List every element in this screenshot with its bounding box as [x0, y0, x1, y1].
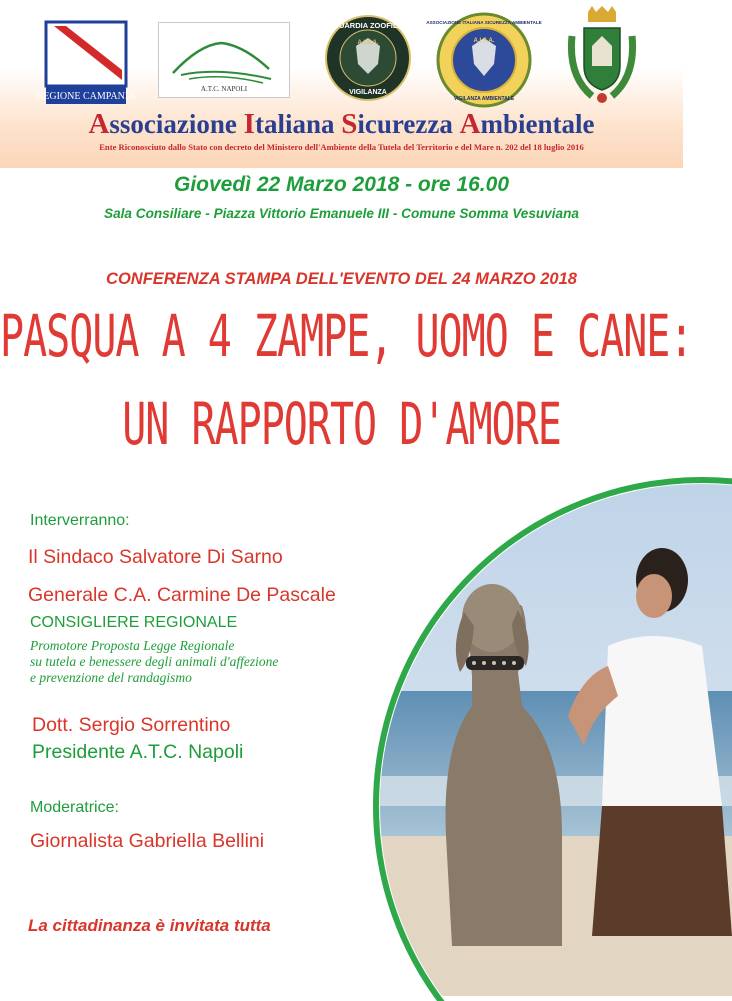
- invitation-text: La cittadinanza è invitata tutta: [28, 916, 271, 935]
- title-word-ambientale: Ambientale: [459, 108, 595, 140]
- event-title-line-2: UN RAPPORTO D'AMORE: [122, 392, 561, 459]
- speaker-doctor-role: Presidente A.T.C. Napoli: [32, 741, 244, 763]
- speaker-mayor: Il Sindaco Salvatore Di Sarno: [28, 546, 283, 568]
- regione-campania-label: REGIONE CAMPANIA: [36, 91, 136, 102]
- speakers-label: Interverranno:: [30, 512, 130, 529]
- guardia-mid-text: A.I.S.A.: [357, 40, 379, 46]
- guardia-top-text: GUARDIA ZOOFILA: [333, 21, 403, 30]
- moderator-name: Giornalista Gabriella Bellini: [30, 830, 265, 852]
- general-desc-line: e prevenzione del randagismo: [30, 670, 192, 685]
- association-subtitle: Ente Riconosciuto dallo Stato con decreto del Ministero dell'Ambiente della Tutela del Territorio e del Mare n. 202 del 18 luglio 2016: [99, 142, 584, 152]
- event-place: Sala Consiliare - Piazza Vittorio Emanuele III - Comune Somma Vesuviana: [104, 206, 579, 221]
- association-title: [0, 108, 683, 141]
- guardia-bottom-text: VIGILANZA: [349, 89, 387, 96]
- aisa-bottom-text: VIGILANZA AMBIENTALE: [453, 96, 515, 102]
- atc-napoli-logo: [158, 22, 290, 98]
- general-desc-line: Promotore Proposta Legge Regionale: [30, 638, 235, 653]
- guardia-zoofila-logo: [324, 14, 412, 102]
- event-title-line-1: PASQUA A 4 ZAMPE, UOMO E CANE:: [0, 304, 693, 371]
- comune-crest-logo: [562, 6, 642, 106]
- man-and-dog-photo: [372, 476, 732, 996]
- speaker-doctor-name: Dott. Sergio Sorrentino: [32, 714, 231, 736]
- speaker-general-description: [30, 638, 278, 686]
- title-word-sicurezza: Sicurezza: [341, 108, 460, 140]
- title-word-associazione: Associazione: [88, 108, 244, 140]
- event-date: Giovedì 22 Marzo 2018 - ore 16.00: [174, 173, 509, 196]
- aisa-mid-text: A.I.S.A.: [473, 38, 495, 44]
- general-desc-line: su tutela e benessere degli animali d'affezione: [30, 654, 279, 669]
- moderator-label: Moderatrice:: [30, 799, 119, 816]
- conference-heading: CONFERENZA STAMPA DELL'EVENTO DEL 24 MARZO 2018: [106, 270, 577, 288]
- atc-napoli-label: A.T.C. NAPOLI: [200, 85, 248, 93]
- aisa-top-text: ASSOCIAZIONE ITALIANA SICUREZZA AMBIENTALE: [426, 20, 542, 25]
- aisa-logo: [426, 12, 542, 108]
- regione-campania-logo: [36, 20, 136, 106]
- title-word-italiana: Italiana: [243, 108, 342, 140]
- speaker-general-name: Generale C.A. Carmine De Pascale: [28, 584, 336, 606]
- speaker-general-role: CONSIGLIERE REGIONALE: [30, 614, 238, 631]
